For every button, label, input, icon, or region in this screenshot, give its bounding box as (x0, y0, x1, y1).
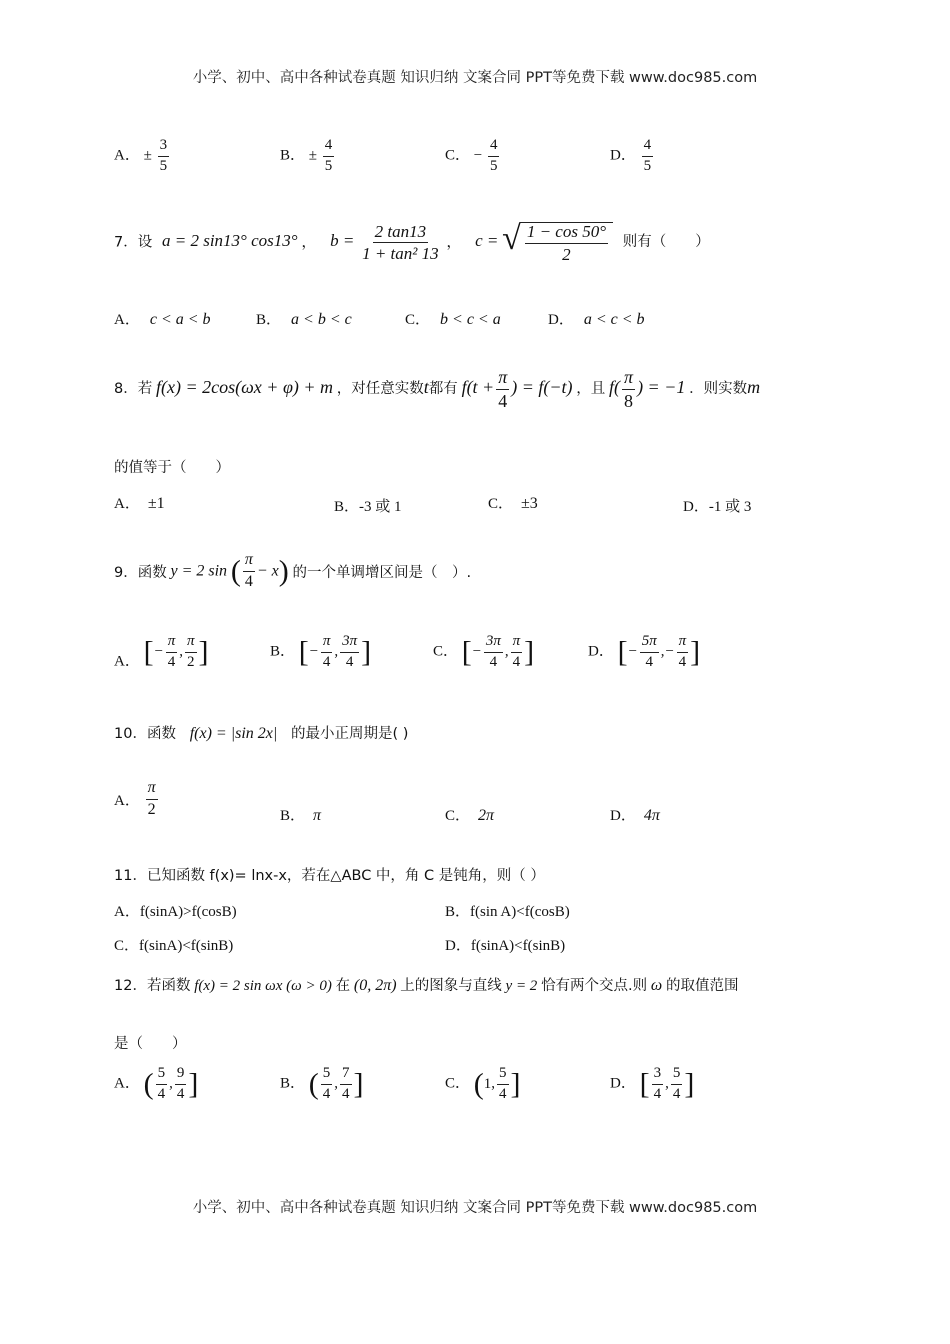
interval: (0, 2π) (353, 977, 397, 994)
q11-option-b[interactable] (445, 900, 570, 921)
fraction: $\frac{5\pi}{4}$ (641, 633, 657, 670)
fraction: $\frac{\pi}{4}$ (167, 633, 176, 670)
q12-option-c[interactable]: C． (1, $\frac{5}{4}$ ] (445, 1065, 521, 1102)
option-text: 4π (643, 807, 660, 824)
sign: − (627, 643, 638, 660)
option-label: C． (405, 312, 431, 328)
close-bracket: ] (510, 1067, 521, 1101)
option-label: C． (445, 1075, 471, 1092)
left-bracket-icon: [ (461, 635, 472, 669)
option-text: b < c < a (440, 311, 501, 328)
option-label: B． (280, 1075, 306, 1092)
f8-left: f( (609, 376, 621, 397)
option-label: A． (114, 1075, 140, 1092)
page-header: 小学、初中、高中各种试卷真题 知识归纳 文案合同 PPT等免费下载 www.doc985.com (192, 70, 758, 86)
sign: − (473, 147, 483, 164)
option-label: C． (114, 938, 140, 954)
pi-over-8: $\frac{\pi}{8}$ (624, 367, 634, 411)
f-expression: f(x) = |sin 2x| (189, 725, 278, 742)
text: ．则实数 (689, 380, 748, 397)
option-label: A． (114, 147, 140, 164)
fraction: $\frac{\pi}{4}$ (322, 633, 331, 670)
y-lhs: y = 2 sin (170, 562, 228, 580)
question-number: 9．函数 (114, 564, 167, 581)
q6-option-d[interactable] (610, 138, 655, 175)
q9-option-a[interactable]: A． [− $\frac{\pi}{4}$ , $\frac{\pi}{2}$ ] (114, 633, 209, 670)
f-expression: f(x) = 2 sin ωx (ω > 0) (194, 978, 332, 994)
q7-option-b[interactable] (256, 308, 352, 329)
right-bracket-icon: ] (690, 635, 701, 669)
q7-option-a[interactable] (114, 308, 211, 329)
m-variable: m (747, 376, 761, 397)
option-label: A． (114, 312, 140, 328)
left-paren-icon: ( (230, 554, 241, 588)
right-bracket-icon: ] (361, 635, 372, 669)
option-text: -1 或 3 (708, 499, 752, 515)
q10-stem (114, 722, 408, 743)
q8-option-a[interactable] (114, 492, 165, 513)
text: 的取值范围 (665, 978, 739, 994)
option-label: C． (445, 808, 471, 824)
q10-option-b[interactable] (280, 804, 321, 825)
q8-option-c[interactable] (488, 492, 538, 513)
question-number: 12．若函数 (114, 978, 191, 994)
radical-icon: √ (502, 220, 521, 257)
option-text: f(sin A)<f(cosB) (470, 904, 570, 920)
fraction: $\frac{3}{5}$ (159, 137, 168, 174)
pi-over-4: $\frac{\pi}{4}$ (498, 367, 508, 411)
option-label: D． (683, 499, 709, 515)
fraction: $\frac{7}{4}$ (342, 1065, 350, 1102)
q9-option-d[interactable]: D． [− $\frac{5\pi}{4}$ ,− $\frac{\pi}{4}$ ] (588, 633, 701, 670)
option-label: D． (588, 643, 614, 660)
option-text: f(sinA)<f(sinB) (139, 938, 234, 954)
option-text: ±1 (147, 495, 165, 512)
close-bracket: ] (188, 1067, 199, 1101)
fraction: $\frac{5}{4}$ (322, 1065, 331, 1102)
fraction: $\frac{5}{4}$ (499, 1065, 507, 1102)
left-bracket-icon: [ (617, 635, 628, 669)
eq-right: ) = f(−t) (511, 376, 573, 397)
fraction: $\frac{\pi}{2}$ (147, 779, 156, 818)
a-expression: a = 2 sin13° cos13° (161, 231, 298, 251)
text: ，且 (576, 380, 606, 397)
option-label: C． (445, 147, 471, 164)
open-bracket: ( (143, 1067, 154, 1101)
t-variable: t (423, 376, 429, 397)
option-label: D． (548, 312, 574, 328)
separator: ， (301, 234, 317, 251)
option-label: B． (334, 499, 360, 515)
open-bracket: [ (639, 1067, 650, 1101)
option-text: ±3 (521, 495, 538, 512)
question-tail: 的一个单调增区间是（ ）. (292, 564, 472, 581)
q11-option-a[interactable] (114, 900, 237, 921)
option-label: C． (433, 643, 459, 660)
fraction: $\frac{5}{4}$ (157, 1065, 166, 1102)
c-lhs: c = (475, 231, 499, 251)
inner-tail: − x (256, 562, 279, 580)
fraction: $\frac{\pi}{4}$ (678, 633, 687, 670)
option-label: A． (114, 792, 140, 809)
fraction: $\frac{4}{5}$ (643, 137, 652, 174)
close-bracket: ] (353, 1067, 364, 1101)
b-fraction: $\frac{2 \tan 13}{\text{1 + tan² 13}}$ (362, 221, 439, 264)
q12-stem (114, 974, 738, 995)
q12-option-a[interactable]: A． ( $\frac{5}{4}$ , $\frac{9}{4}$ ] (114, 1065, 199, 1102)
option-text: 2π (478, 807, 495, 824)
left-bracket-icon: [ (298, 635, 309, 669)
option-text: f(sinA)<f(sinB) (470, 938, 566, 954)
option-label: B． (256, 312, 282, 328)
open-bracket: ( (473, 1067, 484, 1101)
sign: − (153, 643, 164, 660)
q12-option-b[interactable]: B． ( $\frac{5}{4}$ , $\frac{7}{4}$ ] (280, 1065, 364, 1102)
question-number: 8．若 (114, 380, 153, 397)
q12-stem-line2: 是（ ） (114, 1036, 187, 1052)
fraction: $\frac{3}{4}$ (653, 1065, 662, 1102)
y-expression: y = 2 (505, 978, 538, 994)
option-text: -3 或 1 (359, 499, 402, 515)
q7-option-c[interactable] (405, 308, 501, 329)
right-bracket-icon: ] (524, 635, 535, 669)
option-label: B． (280, 147, 306, 164)
q12-option-d[interactable]: D． [ $\frac{3}{4}$ , $\frac{5}{4}$ ] (610, 1065, 695, 1102)
q8-stem (114, 368, 760, 411)
pi-over-4: $\frac{\pi}{4}$ (244, 551, 253, 590)
fraction: $\frac{3\pi}{4}$ (342, 633, 358, 670)
eq-left: f(t + (461, 376, 495, 397)
f8-right: ) = −1 (637, 376, 686, 397)
option-text: π (313, 807, 322, 824)
option-text: a < c < b (583, 311, 645, 328)
q7-option-d[interactable] (548, 308, 645, 329)
right-paren-icon: ) (278, 554, 289, 588)
text: 在 (335, 978, 351, 994)
question-tail: 的最小正周期是( ) (291, 726, 409, 742)
text: 都有 (428, 380, 458, 397)
close-bracket: ] (684, 1067, 695, 1101)
question-tail: 则有（ ） (622, 234, 710, 251)
q8-stem-line2: 的值等于（ ） (114, 460, 230, 476)
option-label: B． (280, 808, 306, 824)
q10-option-a[interactable] (114, 780, 160, 819)
sign: − (308, 643, 319, 660)
q11-option-d[interactable] (445, 934, 565, 955)
c-fraction: $\frac{1 - \cos 50^\circ}{2}$ (526, 222, 607, 264)
sign: − (664, 643, 675, 660)
q8-option-d[interactable] (683, 495, 751, 516)
option-text: f(sinA)>f(cosB) (139, 904, 237, 920)
page-footer: 小学、初中、高中各种试卷真题 知识归纳 文案合同 PPT等免费下载 www.doc985.com (192, 1200, 758, 1216)
q6-option-c[interactable] (445, 138, 501, 175)
fraction: $\frac{\pi}{4}$ (512, 633, 521, 670)
q6-option-b[interactable] (280, 138, 336, 175)
fraction: $\frac{3\pi}{4}$ (485, 633, 501, 670)
option-label: A． (114, 653, 140, 670)
b-lhs: b = (330, 231, 355, 251)
fraction: $\frac{\pi}{2}$ (186, 633, 195, 670)
right-bracket-icon: ] (198, 635, 209, 669)
question-number: 7．设 (114, 234, 153, 251)
option-label: D． (610, 808, 636, 824)
square-root (502, 222, 613, 264)
fraction: $\frac{4}{5}$ (324, 137, 333, 174)
integer: 1 (483, 1075, 492, 1092)
q11-stem: 11．已知函数 f(x)= lnx-x，若在△ABC 中，角 C 是钝角，则（ ） (114, 868, 545, 884)
option-label: D． (610, 1075, 636, 1092)
sign: ± (143, 147, 152, 164)
text: 上的图象与直线 (400, 978, 502, 994)
question-number: 10．函数 (114, 726, 176, 742)
option-label: D． (610, 147, 636, 164)
fraction: $\frac{9}{4}$ (176, 1065, 185, 1102)
q8-option-b[interactable] (334, 495, 402, 516)
option-text: c < a < b (149, 311, 211, 328)
q11-option-c[interactable] (114, 934, 233, 955)
sign: ± (308, 147, 317, 164)
option-label: B． (270, 643, 296, 660)
option-label: A． (114, 496, 140, 512)
q9-option-b[interactable]: B． [− $\frac{\pi}{4}$ , $\frac{3\pi}{4}$ ] (270, 633, 372, 670)
option-label: B． (445, 904, 471, 920)
q9-stem (114, 552, 471, 591)
open-bracket: ( (308, 1067, 319, 1101)
option-label: A． (114, 904, 140, 920)
option-text: a < b < c (291, 311, 352, 328)
f-expression: f(x) = 2cos(ωx + φ) + m (155, 376, 334, 397)
q6-option-a[interactable] (114, 138, 171, 175)
text: 恰有两个交点.则 (541, 978, 648, 994)
q9-option-c[interactable]: C． [− $\frac{3\pi}{4}$ , $\frac{\pi}{4}$ ] (433, 633, 535, 670)
fraction: $\frac{5}{4}$ (672, 1065, 681, 1102)
fraction: $\frac{4}{5}$ (489, 137, 498, 174)
left-bracket-icon: [ (143, 635, 154, 669)
q10-option-d[interactable] (610, 804, 660, 825)
q10-option-c[interactable] (445, 804, 494, 825)
option-label: D． (445, 938, 471, 954)
option-label: C． (488, 496, 514, 512)
q7-stem (114, 222, 710, 264)
text: ，对任意实数 (336, 380, 424, 397)
omega: ω (650, 977, 663, 994)
separator: ， (446, 234, 462, 251)
sign: − (471, 643, 482, 660)
